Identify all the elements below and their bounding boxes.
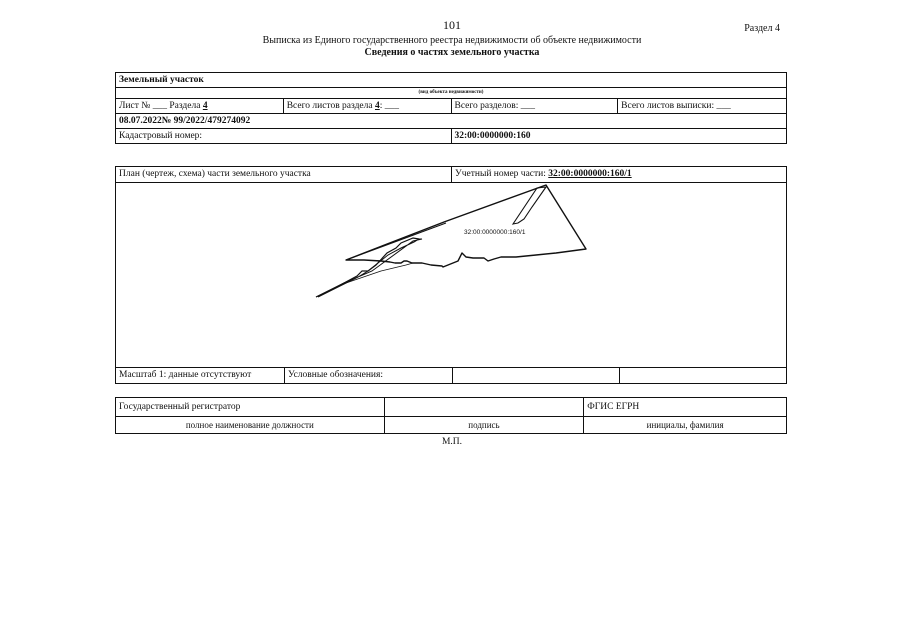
cadastral-number-label: Кадастровый номер:: [116, 129, 452, 144]
extract-info-table: [115, 72, 787, 144]
registrar-position: Государственный регистратор: [116, 398, 385, 417]
plan-drawing: [116, 167, 786, 383]
sheet-number-cell: [116, 99, 284, 114]
signature-caption: подпись: [384, 417, 584, 434]
signature-cell: [384, 398, 584, 417]
section-label: Раздел 4: [744, 23, 780, 34]
total-extract-sheets: Всего листов выписки: ___: [618, 99, 787, 114]
sheet-blank: ___: [152, 101, 167, 111]
parcel-strip: [318, 239, 422, 297]
registrar-name: ФГИС ЕГРН: [584, 398, 787, 417]
total-section-sheets-value: 4: [374, 101, 380, 111]
sheet-label: Лист №: [119, 101, 151, 111]
object-type-caption: (вид объекта недвижимости): [116, 88, 787, 99]
object-type: Земельный участок: [116, 73, 787, 88]
legend-label: Условные обозначения:: [288, 370, 384, 380]
date-and-number: 08.07.2022№ 99/2022/479274092: [116, 114, 787, 129]
name-caption: инициалы, фамилия: [584, 417, 787, 434]
position-caption: полное наименование должности: [116, 417, 385, 434]
signature-table: [115, 397, 787, 434]
parcel-lower-edge: [316, 263, 416, 297]
total-section-sheets-blank: : ___: [379, 101, 399, 111]
stamp-place: М.П.: [441, 437, 463, 447]
parcel-small-outline: [513, 187, 546, 224]
section-number: 4: [202, 101, 208, 111]
part-number-label: Учетный номер части:: [455, 169, 546, 179]
plan-footer: [116, 367, 786, 383]
cadastral-number-value: 32:00:0000000:160: [451, 129, 787, 144]
parcel-inner-line: [346, 223, 446, 260]
plan-title: План (чертеж, схема) части земельного участка: [119, 169, 311, 179]
plan-panel: [115, 166, 787, 384]
document-title: Выписка из Единого государственного реестра недвижимости об объекте недвижимости: [262, 35, 642, 46]
page-number: 101: [443, 18, 461, 32]
total-sections: Всего разделов: ___: [451, 99, 618, 114]
document-subtitle: Сведения о частях земельного участка: [364, 47, 540, 58]
part-number-value: 32:00:0000000:160/1: [548, 169, 632, 179]
section-word: Раздела: [169, 101, 201, 111]
total-section-sheets-label: Всего листов раздела: [286, 101, 373, 111]
parcel-label: 32:00:0000000:160/1: [464, 229, 526, 236]
scale-label: Масштаб 1: данные отсутствуют: [119, 370, 252, 380]
total-section-sheets-cell: [283, 99, 451, 114]
parcel-part-outline: [346, 185, 586, 267]
